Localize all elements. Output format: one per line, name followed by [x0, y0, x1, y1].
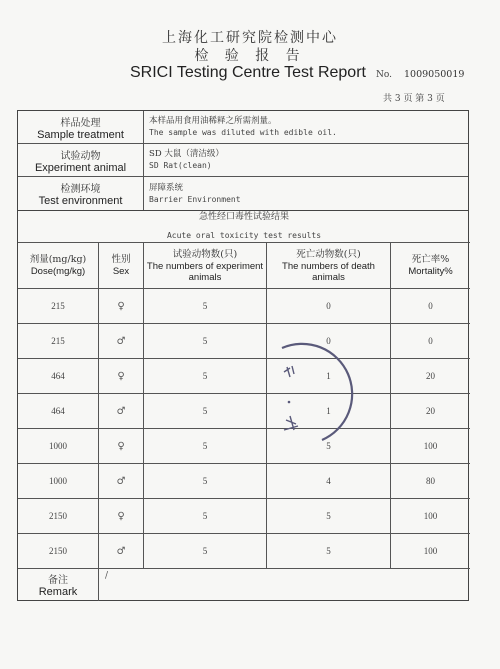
mortality-cell: 100 — [423, 546, 438, 556]
column-header-sex — [99, 243, 144, 288]
info-label — [18, 144, 144, 176]
death-count-cell: 0 — [267, 324, 391, 358]
mortality-cell: 0 — [428, 301, 433, 311]
info-label-zh: 检测环境 — [60, 184, 101, 195]
death-count-cell: 5 — [267, 499, 391, 533]
column-header-en: Dose(mg/kg) — [30, 266, 86, 277]
info-value-zh: SD 大鼠（清洁级） — [149, 149, 224, 159]
sample-info-table — [17, 110, 469, 211]
death-count-cell: 1 — [267, 394, 391, 428]
info-row-experiment-animal — [18, 144, 468, 177]
table-row — [18, 359, 470, 394]
sex-cell: ♀ — [99, 429, 144, 463]
table-row — [18, 534, 470, 569]
organization-title: 上海化工研究院检测中心 — [162, 30, 338, 46]
sex-cell: ♀ — [99, 289, 144, 323]
dose-cell: 1000 — [18, 429, 99, 463]
english-title: SRICI Testing Centre Test Report — [130, 64, 366, 81]
column-header-en: The numbers of death animals — [282, 260, 375, 283]
experiment-count-cell: 5 — [144, 289, 267, 323]
table-header-row — [18, 243, 470, 289]
death-count-cell: 4 — [267, 464, 391, 498]
sex-cell: ♂ — [99, 534, 144, 568]
column-header-zh: 剂量(mg/kg) — [29, 254, 87, 265]
seal-mark — [284, 416, 298, 430]
mortality-cell: 80 — [426, 476, 435, 486]
report-number-label: No. — [376, 70, 392, 80]
column-header-zh: 死亡率% — [411, 254, 450, 265]
column-header-zh: 死亡动物数(只) — [296, 248, 361, 260]
experiment-count-cell: 5 — [144, 324, 267, 358]
dose-cell: 215 — [18, 289, 99, 323]
remark-row — [18, 568, 470, 601]
dose-cell: 2150 — [18, 534, 99, 568]
seal-mark — [284, 366, 294, 377]
experiment-count-cell: 5 — [144, 429, 267, 463]
sex-cell: ♂ — [99, 394, 144, 428]
results-table — [17, 209, 469, 601]
sex-cell: ♂ — [99, 324, 144, 358]
death-count-cell: 1 — [267, 359, 391, 393]
info-value-en: SD Rat(clean) — [149, 161, 212, 170]
dose-cell: 2150 — [18, 499, 99, 533]
info-value — [144, 111, 468, 143]
column-header-en: The numbers of experiment animals — [146, 260, 264, 283]
column-header-death-animals — [267, 243, 391, 288]
info-value-zh: 本样品用食用油稀释之所需剂量。 — [149, 116, 277, 126]
column-header-zh: 试验动物数(只) — [172, 248, 238, 260]
column-header-experiment-animals — [144, 243, 267, 288]
death-count-cell: 0 — [267, 289, 391, 323]
experiment-count-cell: 5 — [144, 534, 267, 568]
info-label — [18, 177, 144, 210]
info-label-en: Experiment animal — [34, 161, 127, 174]
death-count-cell: 5 — [267, 534, 391, 568]
info-row-sample-treatment — [18, 111, 468, 144]
dose-cell: 464 — [18, 359, 99, 393]
page-count: 共 3 页 第 3 页 — [383, 94, 445, 104]
remark-value: / — [105, 571, 109, 581]
column-header-en: Mortality% — [408, 266, 453, 277]
results-title-en: Acute oral toxicity test results — [166, 231, 322, 240]
mortality-cell: 100 — [423, 511, 438, 521]
info-value-en: Barrier Environment — [149, 194, 241, 204]
experiment-count-cell: 5 — [144, 499, 267, 533]
dose-cell: 1000 — [18, 464, 99, 498]
document-title: 检 验 报 告 — [194, 48, 306, 64]
column-header-mortality — [391, 243, 470, 288]
results-title-zh: 急性经口毒性试验结果 — [198, 212, 289, 222]
sex-cell: ♀ — [99, 359, 144, 393]
death-count-cell: 5 — [267, 429, 391, 463]
column-header-zh: 性别 — [111, 254, 131, 265]
info-value — [144, 144, 468, 176]
report-number: 1009050019 — [404, 69, 465, 80]
info-value-zh: 屏障系统 — [149, 182, 184, 193]
mortality-cell: 20 — [426, 406, 435, 416]
info-value — [144, 177, 468, 210]
dose-cell: 464 — [18, 394, 99, 428]
mortality-cell: 20 — [426, 371, 435, 381]
info-label-zh: 样品处理 — [60, 117, 101, 129]
remark-label-zh: 备注 — [48, 575, 68, 586]
remark-label — [18, 568, 99, 601]
mortality-cell: 0 — [428, 336, 433, 346]
column-header-en: Sex — [112, 266, 130, 277]
remark-label-en: Remark — [38, 586, 78, 598]
column-header-dose — [18, 243, 99, 288]
mortality-cell: 100 — [423, 441, 438, 451]
table-row — [18, 289, 470, 324]
sex-cell: ♀ — [99, 499, 144, 533]
results-grid — [18, 242, 470, 569]
info-label-zh: 试验动物 — [60, 150, 101, 162]
info-row-test-environment — [18, 177, 468, 210]
dose-cell: 215 — [18, 324, 99, 358]
info-label-en: Sample treatment — [37, 128, 124, 141]
table-row — [18, 499, 470, 534]
experiment-count-cell: 5 — [144, 359, 267, 393]
seal-dot — [288, 401, 291, 404]
experiment-count-cell: 5 — [144, 394, 267, 428]
sex-cell: ♂ — [99, 464, 144, 498]
seal-stamp — [262, 340, 372, 450]
info-label — [18, 111, 144, 143]
experiment-count-cell: 5 — [144, 464, 267, 498]
info-label-en: Test environment — [38, 195, 123, 207]
table-row — [18, 324, 470, 359]
info-value-en: The sample was diluted with edible oil. — [149, 128, 337, 137]
table-row — [18, 464, 470, 499]
table-row — [18, 394, 470, 429]
table-row — [18, 429, 470, 464]
